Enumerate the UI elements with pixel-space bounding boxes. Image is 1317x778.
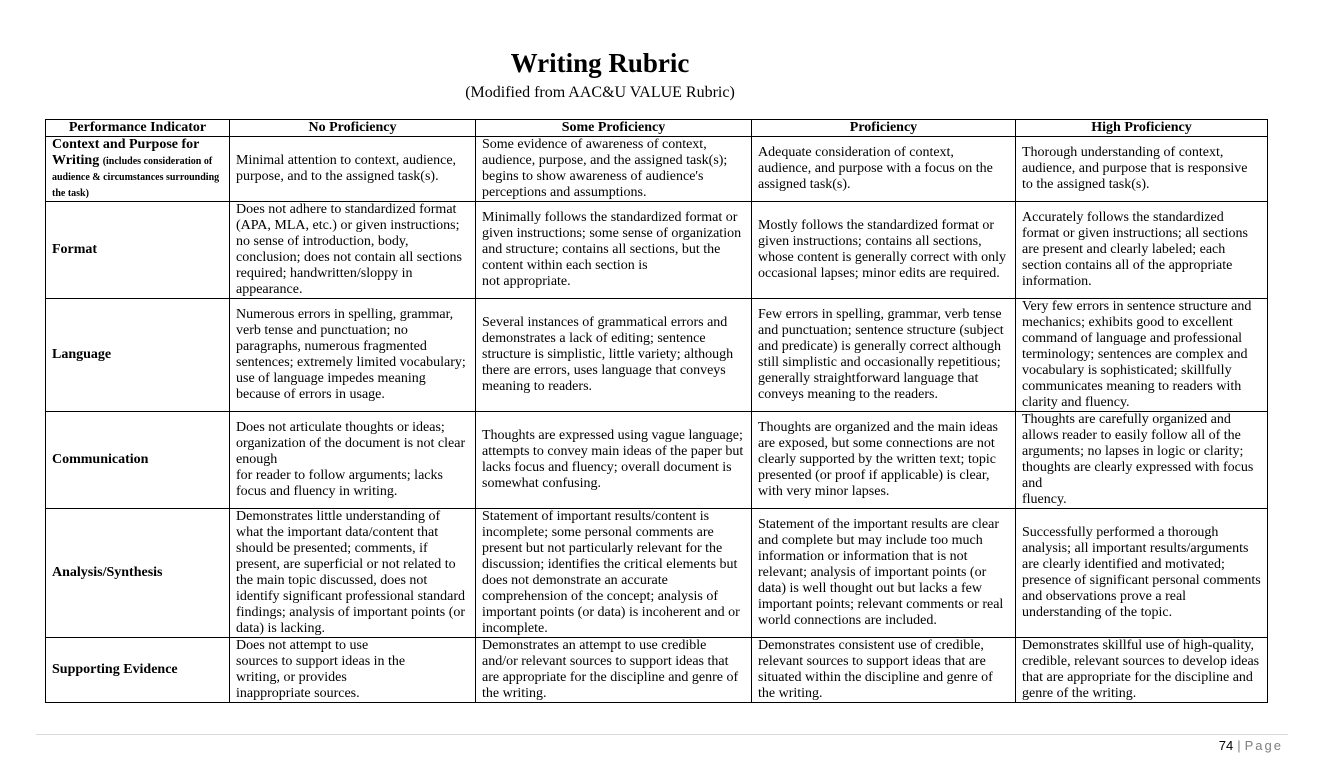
page-footer [1219,737,1283,755]
indicator-context-purpose [46,137,230,202]
cell-some-proficiency: Thoughts are expressed using vague language; attempts to convey main ideas of the paper but lacks focus and fluency; overall document is somewhat confusing. [476,412,752,509]
header-some-proficiency: Some Proficiency [476,120,752,137]
header-no-proficiency: No Proficiency [230,120,476,137]
cell-proficiency: Demonstrates consistent use of credible, relevant sources to support ideas that are situated within the discipline and genre of the writing. [752,638,1016,703]
indicator-note: (includes consideration of audience & circumstances surrounding the task) [52,156,220,199]
cell-high-proficiency: Thoughts are carefully organized and allows reader to easily follow all of the arguments; no lapses in logic or clarity; thoughts are clearly expressed with focus and fluency. [1016,412,1268,509]
cell-no-proficiency: Does not attempt to use sources to support ideas in the writing, or provides inappropriate sources. [230,638,476,703]
cell-proficiency: Few errors in spelling, grammar, verb tense and punctuation; sentence structure (subject and predicate) is generally correct although still simplistic and occasionally repetitious; generally straightforward language that conveys meaning to the readers. [752,299,1016,412]
indicator-language: Language [46,299,230,412]
indicator-communication: Communication [46,412,230,509]
cell-high-proficiency: Successfully performed a thorough analysis; all important results/arguments are clearly identified and motivated; presence of significant personal comments and observations prove a real understanding of the topic. [1016,509,1268,638]
rubric-table [45,119,1268,703]
table-header-row [46,120,1268,137]
cell-proficiency: Statement of the important results are clear and complete but may include too much information or information that is not relevant; analysis of important points (or data) is well thought out but lacks a few important points; relevant comments or real world connections are included. [752,509,1016,638]
cell-proficiency: Thoughts are organized and the main ideas are exposed, but some connections are not clearly supported by the written text; topic presented (or proof if applicable) is clear, with very minor lapses. [752,412,1016,509]
page-number: 74 [1218,738,1234,753]
header-proficiency: Proficiency [752,120,1016,137]
cell-proficiency: Adequate consideration of context, audience, and purpose with a focus on the assigned task(s). [752,137,1016,202]
header-high-proficiency: High Proficiency [1016,120,1268,137]
indicator-supporting-evidence: Supporting Evidence [46,638,230,703]
table-row [46,137,1268,202]
footer-separator: | [1237,738,1241,753]
cell-high-proficiency: Accurately follows the standardized format or given instructions; all sections are present and clearly labeled; each section contains all of the appropriate information. [1016,202,1268,299]
table-row [46,202,1268,299]
page-label: Page [1244,738,1283,753]
cell-high-proficiency: Thorough understanding of context, audience, and purpose that is responsive to the assigned task(s). [1016,137,1268,202]
table-row [46,299,1268,412]
cell-no-proficiency: Does not adhere to standardized format (APA, MLA, etc.) or given instructions; no sense of introduction, body, conclusion; does not contain all sections required; handwritten/sloppy in appearance. [230,202,476,299]
cell-some-proficiency: Minimally follows the standardized format or given instructions; some sense of organization and structure; contains all sections, but the content within each section is not appropriate. [476,202,752,299]
cell-some-proficiency: Some evidence of awareness of context, audience, purpose, and the assigned task(s); begins to show awareness of audience's perceptions and assumptions. [476,137,752,202]
page-title: Writing Rubric [510,48,690,78]
header-performance-indicator: Performance Indicator [46,120,230,137]
indicator-analysis-synthesis: Analysis/Synthesis [46,509,230,638]
cell-no-proficiency: Demonstrates little understanding of what the important data/content that should be presented; comments, if present, are superficial or not related to the main topic discussed, does not identify significant professional standard findings; analysis of important points (or data) is lacking. [230,509,476,638]
cell-some-proficiency: Statement of important results/content is incomplete; some personal comments are present but not particularly relevant for the discussion; identifies the critical elements but does not demonstrate an accurate comprehension of the concept; analysis of important points (or data) is incoherent and or incomplete. [476,509,752,638]
indicator-format: Format [46,202,230,299]
cell-no-proficiency: Minimal attention to context, audience, purpose, and to the assigned task(s). [230,137,476,202]
table-row [46,638,1268,703]
table-row [46,509,1268,638]
cell-proficiency: Mostly follows the standardized format or given instructions; contains all sections, whose content is generally correct with only occasional lapses; minor edits are required. [752,202,1016,299]
cell-some-proficiency: Several instances of grammatical errors and demonstrates a lack of editing; sentence structure is simplistic, little variety; although there are errors, uses language that conveys meaning to readers. [476,299,752,412]
cell-high-proficiency: Very few errors in sentence structure and mechanics; exhibits good to excellent command of language and professional terminology; sentences are complex and vocabulary is sophisticated; skillfully communicates meaning to readers with clarity and fluency. [1016,299,1268,412]
cell-no-proficiency: Does not articulate thoughts or ideas; organization of the document is not clear enough for reader to follow arguments; lacks focus and fluency in writing. [230,412,476,509]
indicator-label: Context and Purpose for Writing [52,137,200,168]
footer-divider [36,734,1288,735]
cell-high-proficiency: Demonstrates skillful use of high-quality, credible, relevant sources to develop ideas that are appropriate for the discipline and genre of the writing. [1016,638,1268,703]
cell-no-proficiency: Numerous errors in spelling, grammar, verb tense and punctuation; no paragraphs, numerous fragmented sentences; extremely limited vocabulary; use of language impedes meaning because of errors in usage. [230,299,476,412]
table-row [46,412,1268,509]
cell-some-proficiency: Demonstrates an attempt to use credible and/or relevant sources to support ideas that are appropriate for the discipline and genre of the writing. [476,638,752,703]
page-subtitle: (Modified from AAC&U VALUE Rubric) [465,84,735,101]
